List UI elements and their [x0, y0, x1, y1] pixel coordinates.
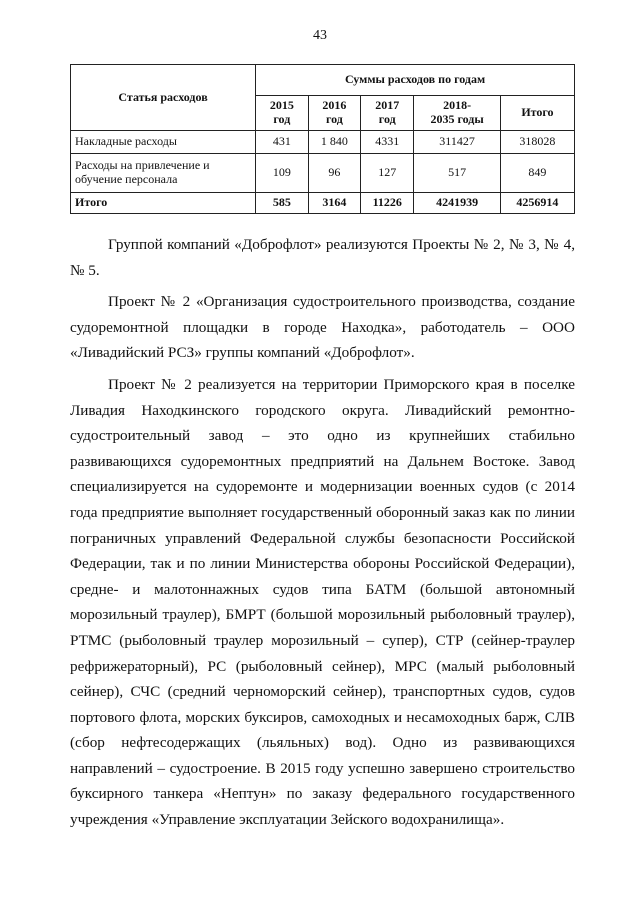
header-sums-by-year: Суммы расходов по годам — [256, 65, 575, 96]
cell-value: 311427 — [414, 131, 501, 154]
row-label: Накладные расходы — [71, 131, 256, 154]
header-years-2018-2035: 2018- 2035 годы — [414, 96, 501, 131]
table-row — [71, 154, 575, 193]
body-text — [70, 232, 575, 839]
row-label: Итого — [71, 193, 256, 214]
paragraph: Проект № 2 реализуется на территории Приморского края в поселке Ливадия Находкинского городского округа. Ливадийский ремонтно-судостроительный завод – это одно из крупнейших стабильно развивающихся судоремонтных предприятий на Дальнем Востоке. Завод специализируется на судоремонте и модернизации военных судов (с 2014 года предприятие выполняет государственный оборонный заказ как по линии пограничных управлений Федеральной службы безопасности Российской Федерации, так и по линии Министерства обороны Российской Федерации), средне- и малотоннажных судов типа БАТМ (большой автономный морозильный траулер), БМРТ (большой морозильный рыболовный траулер), РТМС (рыболовный траулер морозильный – супер), СТР (сейнер-траулер рефрижераторный), РС (рыболовный сейнер), МРС (малый рыболовный сейнер), СЧС (средний черноморский сейнер), транспортных судов, судов портового флота, морских буксиров, самоходных и несамоходных барж, СЛВ (сбор нефтесодержащих (льяльных) вод). Одно из развивающихся направлений – судостроение. В 2015 году успешно завершено строительство буксирного танкера «Нептун» по заказу федерального государственного учреждения «Управление эксплуатации Зейского водохранилища». — [70, 375, 575, 829]
page-number: 43 — [313, 28, 327, 43]
cell-value: 96 — [308, 154, 361, 193]
cell-value: 127 — [361, 154, 414, 193]
table-row — [71, 131, 575, 154]
table-total-row — [71, 193, 575, 214]
cell-value: 11226 — [361, 193, 414, 214]
header-year-2015: 2015 год — [256, 96, 309, 131]
paragraph: Группой компаний «Доброфлот» реализуются Проекты № 2, № 3, № 4, № 5. — [70, 236, 575, 279]
cell-value: 585 — [256, 193, 309, 214]
cell-value: 4256914 — [500, 193, 574, 214]
header-year-2016: 2016 год — [308, 96, 361, 131]
header-article: Статья расходов — [71, 65, 256, 131]
cell-value: 4331 — [361, 131, 414, 154]
expenses-table — [70, 64, 575, 214]
row-label: Расходы на привлечение и обучение персонала — [71, 154, 256, 193]
cell-value: 1 840 — [308, 131, 361, 154]
cell-value: 849 — [500, 154, 574, 193]
paragraph: Проект № 2 «Организация судостроительного производства, создание судоремонтной площадки в городе Находка», работодатель – ООО «Ливадийский РСЗ» группы компаний «Доброфлот». — [70, 293, 575, 362]
cell-value: 517 — [414, 154, 501, 193]
cell-value: 3164 — [308, 193, 361, 214]
header-year-2017: 2017 год — [361, 96, 414, 131]
cell-value: 431 — [256, 131, 309, 154]
table-header-row — [71, 65, 575, 96]
cell-value: 4241939 — [414, 193, 501, 214]
header-total: Итого — [500, 96, 574, 131]
cell-value: 318028 — [500, 131, 574, 154]
cell-value: 109 — [256, 154, 309, 193]
